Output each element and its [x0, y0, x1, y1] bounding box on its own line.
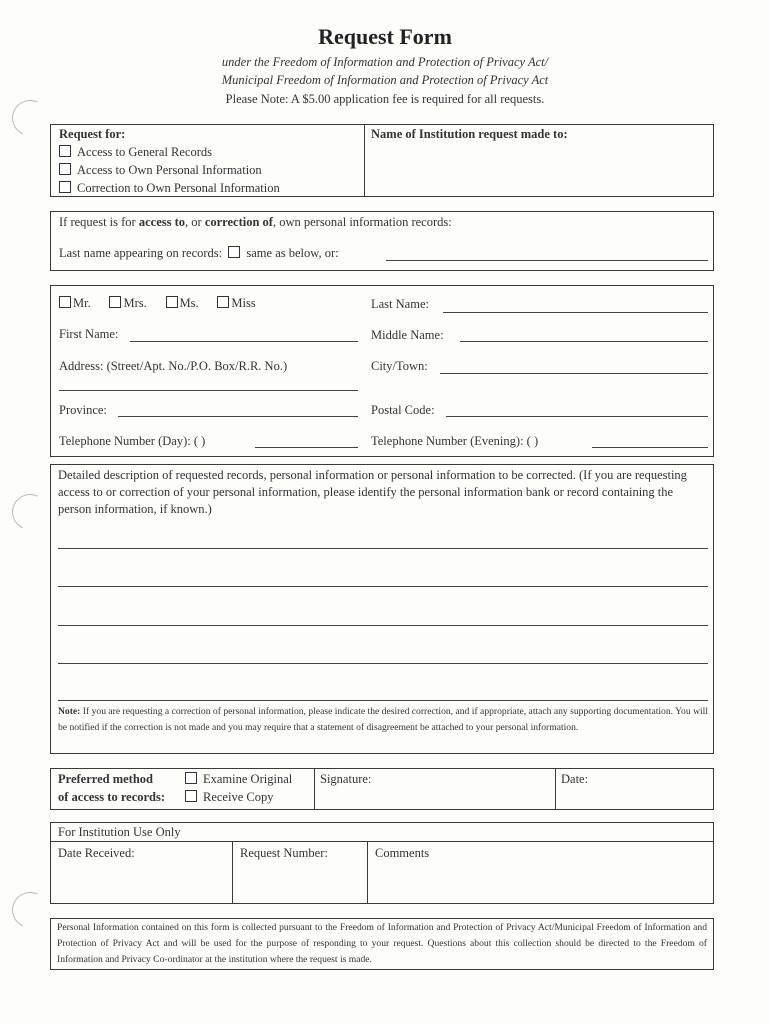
- own-info-intro: If request is for access to, or correction of, own personal information records:: [59, 215, 452, 229]
- checkbox-miss[interactable]: [217, 296, 229, 308]
- binder-hole-bottom: [7, 887, 53, 933]
- middle-name-field[interactable]: [460, 341, 708, 342]
- subtitle-act-2: Municipal Freedom of Information and Protection of Privacy Act: [221, 73, 549, 87]
- access-method-label-1: Preferred method: [58, 772, 153, 786]
- city-field[interactable]: [440, 373, 708, 374]
- checkbox-mr[interactable]: [59, 296, 71, 308]
- last-name-on-records-field[interactable]: [386, 260, 708, 261]
- description-line[interactable]: [58, 586, 708, 587]
- binder-hole-middle: [7, 489, 53, 535]
- divider: [555, 768, 556, 810]
- privacy-notice: Personal Information contained on this form is collected pursuant to the Freedom of Information and Protection of Privacy Act/Municipal Freedom of Information and Protection of Privacy Act and will be used for the purpose of responding to your request. Questions about this collection should be directed to the Freedom of Information and Privacy Co-ordinator at the institution where the request is made.: [57, 922, 707, 965]
- postal-code-field[interactable]: [446, 416, 708, 417]
- institution-use-heading: For Institution Use Only: [58, 825, 181, 839]
- option-receive-copy[interactable]: Receive Copy: [185, 790, 273, 805]
- request-number-label: Request Number:: [240, 846, 328, 860]
- comments-label: Comments: [375, 846, 430, 860]
- access-method-label-2: of access to records:: [58, 790, 166, 804]
- title-options: Mr. Mrs. Ms. Miss: [59, 296, 256, 311]
- correction-note: Note: If you are requesting a correction of personal information, please indicate the desired correction, and if appropriate, attach any supporting documentation. You will be notified if the correction is not made and you may require that a statement of disagreement be attached to your personal information.: [58, 706, 708, 733]
- same-as-below-checkbox[interactable]: [228, 246, 240, 258]
- description-line[interactable]: [58, 700, 708, 701]
- checkbox[interactable]: [185, 790, 197, 802]
- checkbox-ms[interactable]: [166, 296, 178, 308]
- checkbox[interactable]: [59, 163, 71, 175]
- middle-name-label: Middle Name:: [371, 328, 444, 342]
- province-label: Province:: [59, 403, 107, 417]
- checkbox[interactable]: [59, 181, 71, 193]
- description-line[interactable]: [58, 548, 708, 549]
- form-title: Request Form: [318, 24, 452, 49]
- fee-note: Please Note: A $5.00 application fee is required for all requests.: [225, 92, 545, 106]
- city-label: City/Town:: [371, 359, 428, 373]
- tel-day-label: Telephone Number (Day): ( ): [59, 434, 206, 448]
- address-label: Address: (Street/Apt. No./P.O. Box/R.R. No.): [59, 359, 288, 373]
- tel-day-field[interactable]: [255, 447, 358, 448]
- first-name-field[interactable]: [130, 341, 358, 342]
- description-line[interactable]: [58, 625, 708, 626]
- checkbox[interactable]: [59, 145, 71, 157]
- divider: [364, 124, 365, 197]
- date-received-label: Date Received:: [58, 846, 135, 860]
- institution-label: Name of Institution request made to:: [371, 127, 568, 141]
- address-field[interactable]: [59, 390, 358, 391]
- postal-code-label: Postal Code:: [371, 403, 435, 417]
- tel-evening-label: Telephone Number (Evening): ( ): [371, 434, 539, 448]
- option-general-records[interactable]: Access to General Records: [59, 145, 212, 160]
- checkbox[interactable]: [185, 772, 197, 784]
- option-correction[interactable]: Correction to Own Personal Information: [59, 181, 280, 196]
- subtitle-act-1: under the Freedom of Information and Protection of Privacy Act/: [221, 55, 549, 69]
- checkbox-mrs[interactable]: [109, 296, 121, 308]
- date-label: Date:: [561, 772, 589, 786]
- last-name-on-records-label: Last name appearing on records: same as below, or:: [59, 246, 339, 260]
- description-instructions: Detailed description of requested records, personal information or personal information to be corrected. (If you are requesting access to or correction of your personal information, please identify the personal information bank or record containing the person information, if known.): [58, 468, 687, 516]
- request-for-heading: Request for:: [59, 127, 126, 141]
- first-name-label: First Name:: [59, 327, 119, 341]
- divider: [232, 841, 233, 904]
- tel-evening-field[interactable]: [592, 447, 708, 448]
- signature-label: Signature:: [320, 772, 372, 786]
- divider: [367, 841, 368, 904]
- option-examine-original[interactable]: Examine Original: [185, 772, 292, 787]
- description-line[interactable]: [58, 663, 708, 664]
- province-field[interactable]: [118, 416, 358, 417]
- divider: [314, 768, 315, 810]
- divider: [50, 841, 714, 842]
- last-name-field[interactable]: [443, 312, 708, 313]
- last-name-label: Last Name:: [371, 297, 429, 311]
- option-own-personal-info[interactable]: Access to Own Personal Information: [59, 163, 262, 178]
